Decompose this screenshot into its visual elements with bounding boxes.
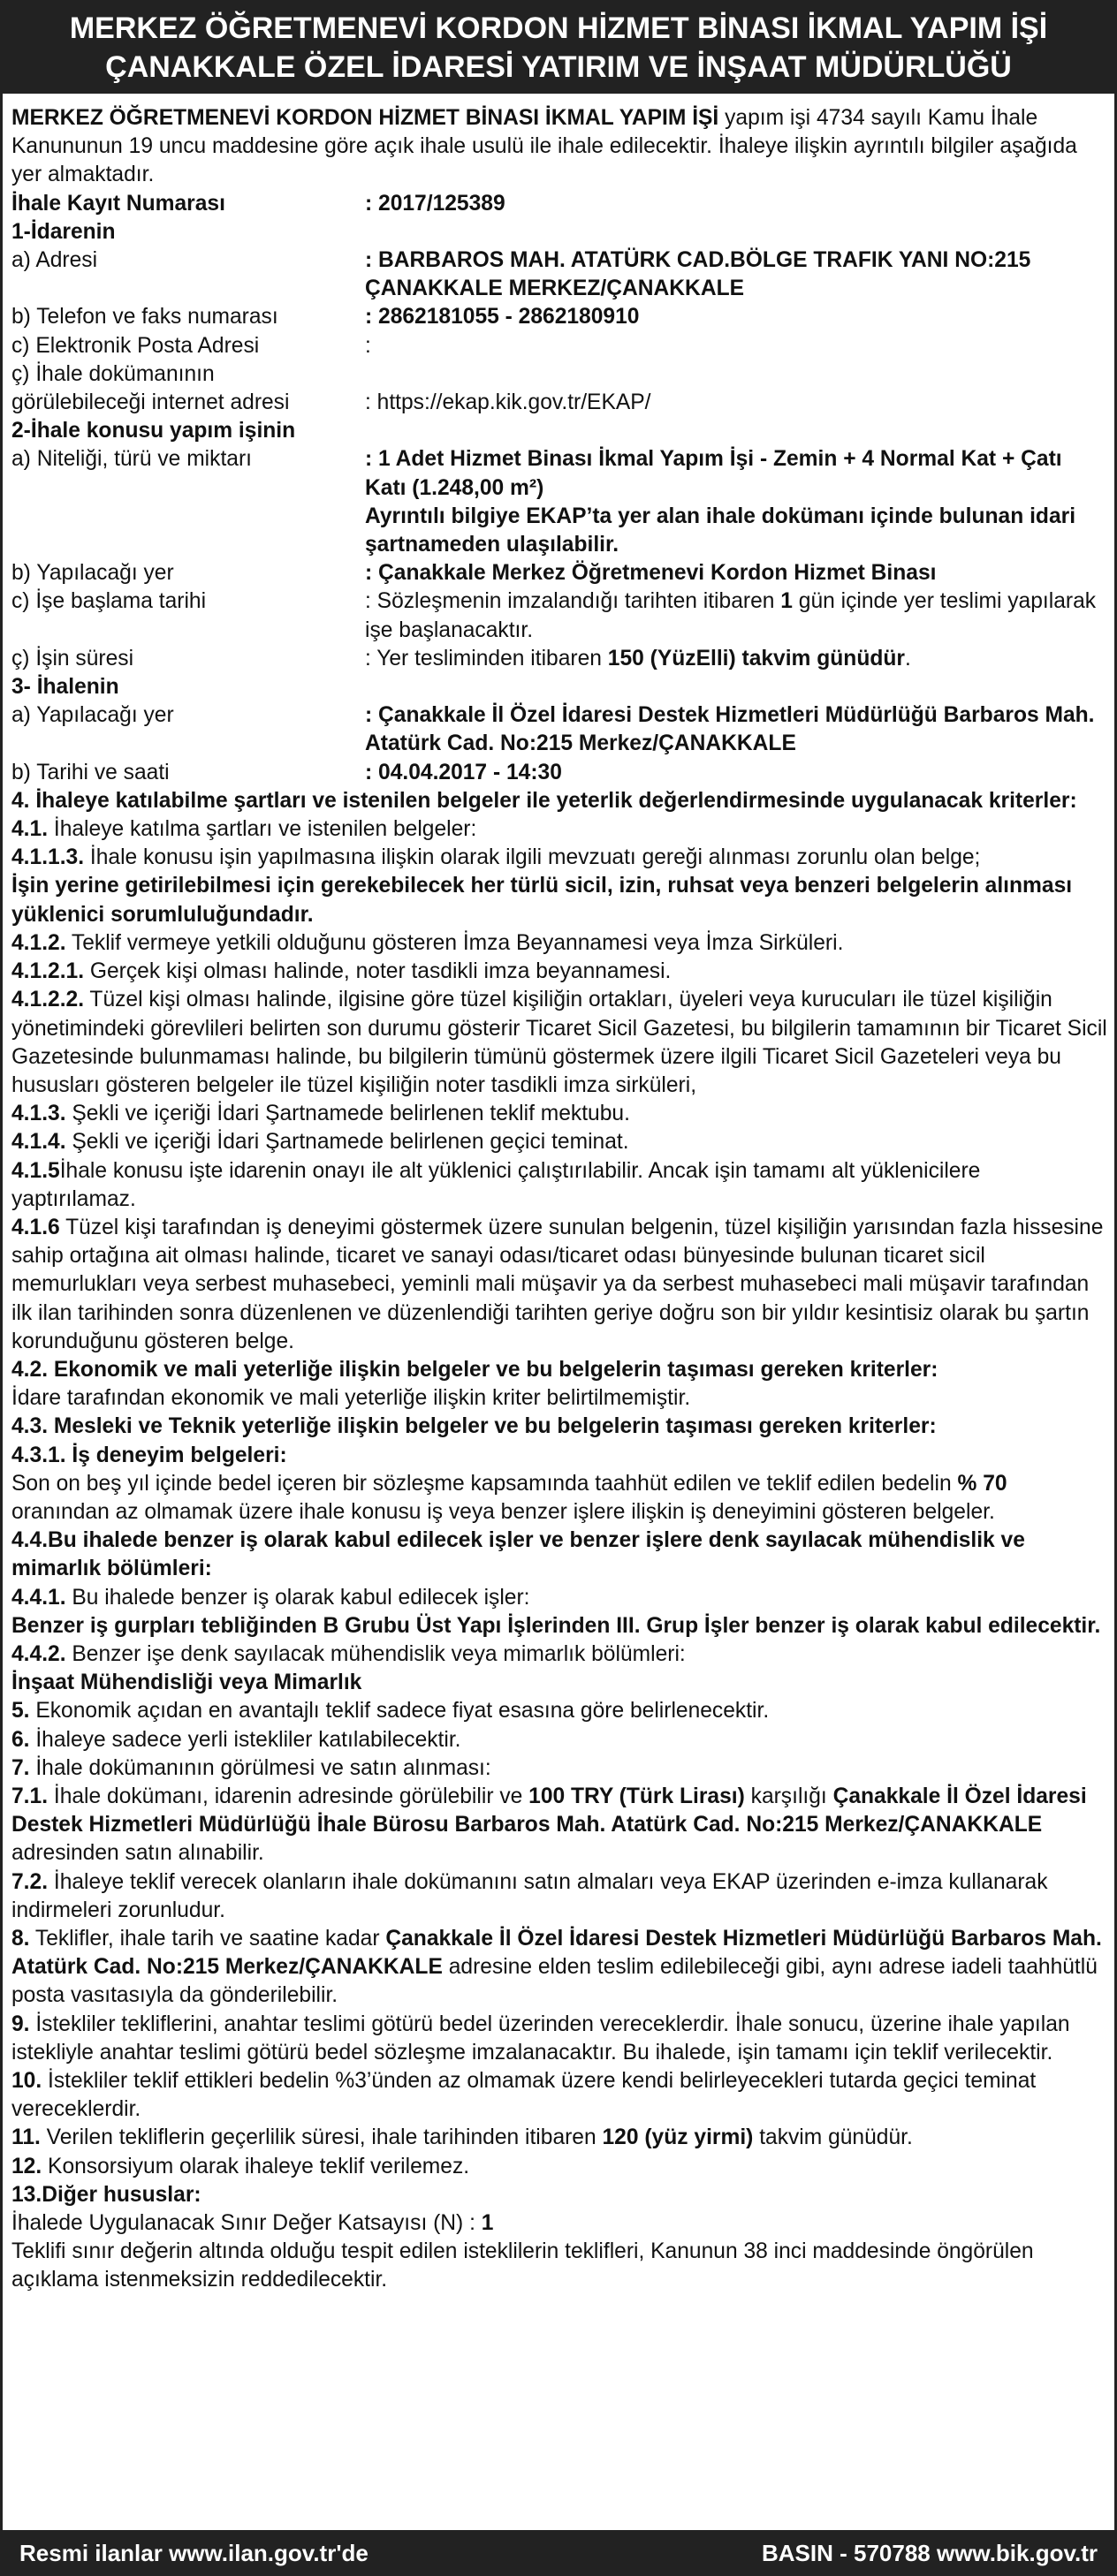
para-6: 6. İhaleye sadece yerli istekliler katılabilecektir. (11, 1727, 461, 1752)
idare-adres-value: : BARBAROS MAH. ATATÜRK CAD.BÖLGE TRAFIK YANI NO:215 ÇANAKKALE MERKEZ/ÇANAKKALE (365, 248, 1031, 301)
page-footer (0, 2530, 1117, 2576)
is-yer-value: : Çanakkale Merkez Öğretmenevi Kordon Hizmet Binası (365, 561, 937, 586)
section2-heading: 2-İhale konusu yapım işinin (11, 419, 296, 443)
para-4-4-1: 4.4.1. Bu ihalede benzer iş olarak kabul edilecek işler: Benzer iş gurpları tebliğinden B Grubu Üst Yapı İşlerinden III. Grup İşler benzer iş olarak kabul edilecektir. (11, 1585, 1101, 1638)
para-11: 11. Verilen tekliflerin geçerlilik süresi, ihale tarihinden itibaren 120 (yüz yirmi) takvim günüdür. (11, 2125, 913, 2150)
para-4-4-2: 4.4.2. Benzer işe denk sayılacak mühendislik veya mimarlık bölümleri: İnşaat Mühendisliği veya Mimarlık (11, 1641, 686, 1695)
para-4-1-2-2: 4.1.2.2. Tüzel kişi olması halinde, ilgisine göre tüzel kişiliğin ortakları, üyeleri veya kurucuları ile tüzel kişiliğin yönetimindeki görevlileri belirten son durumu gösterir Ticaret Sicil Gazetesi, bu bilgilerin tamamının bir Ticaret Sicil Gazetesinde bulunmaması halinde, bu bilgilerin tümünü göstermek üzere ilgili Ticaret Sicil Gazeteleri veya bu hususları gösteren belgeler ile tüzel kişiliğin noter tasdikli imza sirküleri, (11, 988, 1107, 1097)
kayit-label: İhale Kayıt Numarası (11, 191, 225, 216)
kayit-value: : 2017/125389 (365, 191, 505, 216)
is-sure-value: : Yer tesliminden itibaren 150 (YüzElli) takvim günüdür. (365, 646, 911, 671)
announcement-body (11, 104, 1107, 2295)
idare-adres-label: a) Adresi (11, 248, 98, 273)
is-sure-label: ç) İşin süresi (11, 646, 134, 671)
idare-eposta-row (11, 332, 1107, 360)
is-baslama-value: : Sözleşmenin imzalandığı tarihten itibaren 1 gün içinde yer teslimi yapılarak işe başlanacaktır. (365, 589, 1097, 642)
idare-dokuman-label-line1: ç) İhale dokümanının (11, 361, 215, 386)
ihale-tarih-value: : 04.04.2017 - 14:30 (365, 760, 562, 784)
para-13: 13.Diğer hususlar: İhalede Uygulanacak Sınır Değer Katsayısı (N) : 1 Teklifi sınır değerin altında olduğu tespit edilen isteklilerin teklifleri, Kanunun 38 inci maddesinde öngörülen açıklama istenmeksizin reddedilecektir. (11, 2182, 1034, 2292)
ihale-yer-label: a) Yapılacağı yer (11, 703, 174, 728)
intro-paragraph (11, 104, 1107, 190)
idare-eposta-value: : (365, 333, 371, 358)
para-7-1: 7.1. İhale dokümanı, idarenin adresinde görülebilir ve 100 TRY (Türk Lirası) karşılığı Çanakkale İl Özel İdaresi Destek Hizmetleri Müdürlüğü İhale Bürosu Barbaros Mah. Atatürk Cad. No:215 Merkez/ÇANAKKALE adresinden satın alınabilir. (11, 1784, 1087, 1866)
footer-right-text: BASIN - 570788 www.bik.gov.tr (762, 2540, 1098, 2566)
section4-heading: 4. İhaleye katılabilme şartları ve istenilen belgeler ile yeterlik değerlendirmesinde uygulanacak kriterler: (11, 788, 1077, 813)
idare-tel-row (11, 303, 1107, 331)
para-9: 9. İstekliler tekliflerini, anahtar teslimi götürü bedel üzerinden vereceklerdir. İhale sonucu, üzerine ihale yapılan istekliyle anahtar teslimi götürü bedel sözleşme imzalanacaktır. Bu ihalede, işin tamamı için teklif verilecektir. (11, 2012, 1070, 2065)
idare-eposta-label: c) Elektronik Posta Adresi (11, 333, 260, 358)
footer-left-text: Resmi ilanlar www.ilan.gov.tr'de (19, 2540, 369, 2566)
para-4-1-3: 4.1.3. Şekli ve içeriği İdari Şartnamede belirlenen teklif mektubu. (11, 1102, 630, 1126)
ihale-tarih-label: b) Tarihi ve saati (11, 760, 170, 784)
para-4-1: 4.1. İhaleye katılma şartları ve istenilen belgeler: (11, 817, 477, 842)
is-sure-row (11, 645, 1107, 673)
para-7-2: 7.2. İhaleye teklif verecek olanların ihale dokümanını satın almaları veya EKAP üzerinden e-imza kullanarak indirmeleri zorunludur. (11, 1869, 1048, 1922)
is-nitelik-value: : 1 Adet Hizmet Binası İkmal Yapım İşi - Zemin + 4 Normal Kat + Çatı Katı (1.248,00 m²) (365, 447, 1062, 500)
para-4-1-2: 4.1.2. Teklif vermeye yetkili olduğunu gösteren İmza Beyannamesi veya İmza Sirküleri. (11, 930, 844, 955)
header-title-line1: MERKEZ ÖĞRETMENEVİ KORDON HİZMET BİNASI İKMAL YAPIM İŞİ (69, 11, 1048, 45)
idare-tel-value: : 2862181055 - 2862180910 (365, 305, 640, 330)
is-nitelik-row (11, 445, 1107, 559)
idare-tel-label: b) Telefon ve faks numarası (11, 305, 278, 330)
para-4-2: 4.2. Ekonomik ve mali yeterliğe ilişkin belgeler ve bu belgelerin taşıması gereken kriterler: İdare tarafından ekonomik ve mali yeterliğe ilişkin kriter belirtilmemiştir. (11, 1357, 938, 1411)
kayit-row (11, 190, 1107, 218)
para-4-3: 4.3. Mesleki ve Teknik yeterliğe ilişkin belgeler ve bu belgelerin taşıması gereken kriterler: (11, 1414, 937, 1439)
para-4-3-1: 4.3.1. İş deneyim belgeleri: Son on beş yıl içinde bedel içeren bir sözleşme kapsamında taahhüt edilen ve teklif edilen bedelin % 70 oranından az olmamak üzere ihale konusu iş veya benzer işlere ilişkin iş deneyimini gösteren belgeler. (11, 1443, 1007, 1524)
para-7: 7. İhale dokümanının görülmesi ve satın alınması: (11, 1755, 491, 1780)
para-8: 8. Teklifler, ihale tarih ve saatine kadar Çanakkale İl Özel İdaresi Destek Hizmetleri Müdürlüğü Barbaros Mah. Atatürk Cad. No:215 Merkez/ÇANAKKALE adresine elden teslim edilebileceği gibi, aynı adrese iadeli taahhütlü posta vasıtasıyla da gönderilebilir. (11, 1927, 1102, 2008)
para-4-1-6: 4.1.6 Tüzel kişi tarafından iş deneyimi göstermek üzere sunulan belgenin, tüzel kişiliğin yarısından fazla hissesine sahip ortağına ait olması halinde, ticaret ve sanayi odası/ticaret odası bünyesinde bulunan ticaret sicil memurlukları veya serbest muhasebeci, yeminli mali müşavir ya da serbest muhasebeci mali müşavir tarafından ilk ilan tarihinden sonra düzenlenen ve düzenlendiği tarihten geriye doğru son bir yıldır kesintisiz olarak bu şartın korunduğunu gösteren belge. (11, 1215, 1104, 1353)
section3-heading: 3- İhalenin (11, 675, 119, 700)
page-header (0, 0, 1117, 94)
intro-title: MERKEZ ÖĞRETMENEVİ KORDON HİZMET BİNASI İKMAL YAPIM İŞİ (11, 106, 719, 130)
para-4-1-1-3: 4.1.1.3. İhale konusu işin yapılmasına ilişkin olarak ilgili mevzuatı gereği alınması zorunlu olan belge; İşin yerine getirilebilmesi için gerekebilecek her türlü sicil, izin, ruhsat veya benzeri belgelerin alınması yüklenici sorumluluğundadır. (11, 845, 1073, 927)
idare-adres-row (11, 246, 1107, 303)
is-yer-row (11, 559, 1107, 587)
para-4-1-2-1: 4.1.2.1. Gerçek kişi olması halinde, noter tasdikli imza beyannamesi. (11, 959, 672, 984)
header-title-line2: ÇANAKKALE ÖZEL İDARESİ YATIRIM VE İNŞAAT MÜDÜRLÜĞÜ (105, 50, 1012, 84)
para-12: 12. Konsorsiyum olarak ihaleye teklif verilemez. (11, 2154, 470, 2178)
idare-dokuman-url[interactable]: : https://ekap.kik.gov.tr/EKAP/ (365, 390, 651, 415)
para-4-1-5: 4.1.5İhale konusu işte idarenin onayı ile alt yüklenici çalıştırılabilir. Ancak işin tamamı alt yüklenicilere yaptırılamaz. (11, 1158, 981, 1211)
para-10: 10. İstekliler teklif ettikleri bedelin %3’ünden az olmamak üzere kendi belirleyecekleri tutarda geçici teminat vereceklerdir. (11, 2069, 1037, 2122)
section1-heading: 1-İdarenin (11, 219, 116, 244)
idare-dokuman-row (11, 389, 1107, 417)
is-yer-label: b) Yapılacağı yer (11, 561, 174, 586)
ihale-yer-value: : Çanakkale İl Özel İdaresi Destek Hizmetleri Müdürlüğü Barbaros Mah. Atatürk Cad. No:215 Merkez/ÇANAKKALE (365, 703, 1095, 756)
is-nitelik-label: a) Niteliği, türü ve miktarı (11, 447, 252, 472)
para-4-4: 4.4.Bu ihalede benzer iş olarak kabul edilecek işler ve benzer işlere denk sayılacak mühendislik ve mimarlık bölümleri: (11, 1528, 1025, 1581)
idare-dokuman-label-line2: görülebileceği internet adresi (11, 390, 290, 415)
is-nitelik-note: Ayrıntılı bilgiye EKAP’ta yer alan ihale dokümanı içinde bulunan idari şartnameden ulaşılabilir. (365, 504, 1076, 557)
is-baslama-label: c) İşe başlama tarihi (11, 589, 207, 614)
para-4-1-4: 4.1.4. Şekli ve içeriği İdari Şartnamede belirlenen geçici teminat. (11, 1130, 629, 1155)
para-5: 5. Ekonomik açıdan en avantajlı teklif sadece fiyat esasına göre belirlenecektir. (11, 1699, 770, 1724)
ihale-tarih-row (11, 759, 1107, 787)
intro-text: yapım işi 4734 sayılı Kamu İhale Kanununun 19 uncu maddesine göre açık ihale usulü ile ihale edilecektir. İhaleye ilişkin ayrıntılı bilgiler aşağıda yer almaktadır. (11, 106, 1077, 187)
ihale-yer-row (11, 701, 1107, 758)
is-baslama-row (11, 587, 1107, 644)
